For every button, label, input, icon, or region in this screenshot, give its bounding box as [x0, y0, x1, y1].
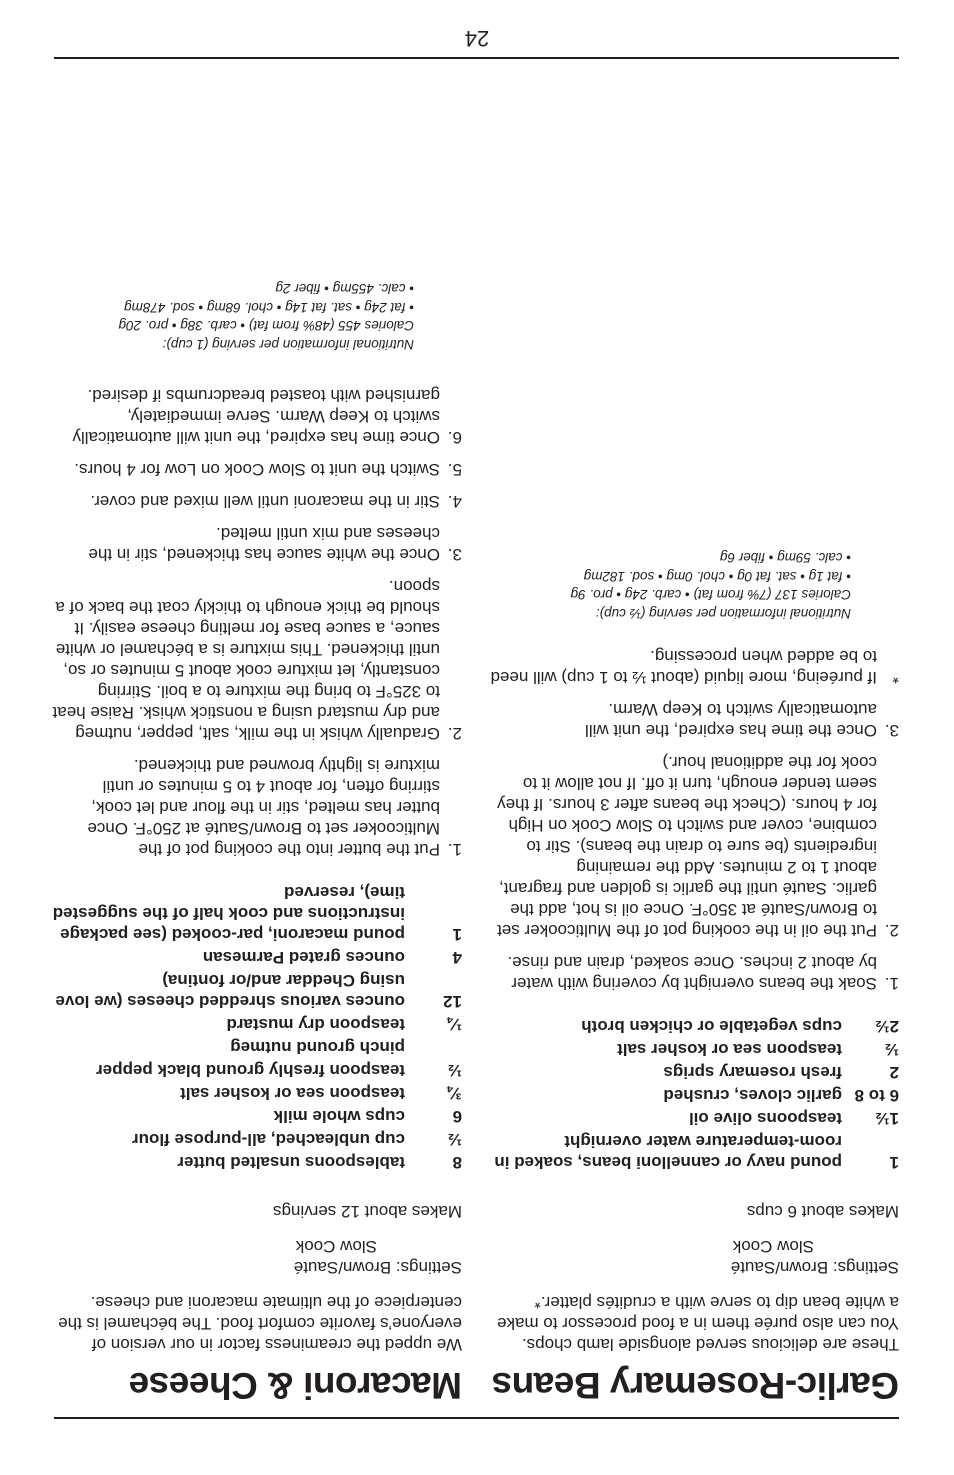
step-list	[489, 699, 899, 994]
recipe-settings	[52, 1236, 462, 1278]
ingredient-row	[52, 1014, 462, 1035]
ingredient-text: pound navy or cannelloni beans, soaked in room-temperature water overnight	[494, 1132, 842, 1172]
step-text: Once the time has expired, the unit will automatically switch to Keep Warm.	[585, 700, 877, 740]
step-item	[489, 952, 899, 994]
footnote-mark: *	[892, 668, 899, 687]
ingredient-text: tablespoons unsalted butter	[177, 1153, 405, 1172]
ingredient-row	[489, 1108, 899, 1129]
ingredient-qty: 2½	[875, 1017, 899, 1036]
ingredient-row	[52, 1060, 462, 1081]
page-number: 24	[464, 26, 490, 51]
step-text: Switch the unit to Slow Cook on Low for 4 hours.	[74, 460, 440, 479]
ingredient-list	[489, 1016, 899, 1173]
recipe-macaroni-and-cheese	[52, 279, 462, 1407]
ingredient-row	[52, 1037, 462, 1058]
ingredient-row	[52, 1129, 462, 1150]
ingredient-text: garlic cloves, crushed	[663, 1086, 842, 1105]
ingredient-text: pound macaroni, par-cooked (see package instructions and cook half of the suggested time), reserved	[52, 883, 405, 944]
step-text: Put the butter into the cooking pot of the Multicooker set to Brown/Sauté at 250°F. Once butter has melted, stir in the flour and let cook, stirring often, for about 4 to 5 minutes or until mixture is lightly browned and thickened.	[87, 756, 440, 859]
ingredient-qty: 1	[452, 925, 462, 944]
ingredient-row	[489, 1039, 899, 1060]
step-text: Soak the beans overnight by covering with water by about 2 inches. Once soaked, drain and rinse.	[507, 953, 877, 993]
ingredient-text: cup unbleached, all-purpose flour	[132, 1130, 405, 1149]
step-number: 1.	[884, 974, 899, 993]
ingredient-qty: ½	[447, 1061, 462, 1080]
ingredient-qty: 6	[452, 1107, 462, 1126]
bottom-rule	[54, 57, 899, 59]
ingredient-text: cups vegetable or chicken broth	[581, 1017, 842, 1036]
ingredient-qty: 1½	[875, 1109, 899, 1128]
step-number: 5.	[447, 460, 462, 479]
step-item	[52, 459, 462, 480]
ingredient-text: teaspoon sea or kosher salt	[180, 1084, 405, 1103]
recipe-settings	[489, 1236, 899, 1278]
nutrition-line: • calc. 59mg • fiber 6g	[719, 550, 851, 566]
ingredient-qty: 8	[452, 1153, 462, 1172]
ingredient-list	[52, 882, 462, 1173]
recipe-intro: These are delicious served alongside lamb chops. You can also purée them in a food processor to make a white bean dip to serve with a crudités platter.*	[497, 1293, 899, 1354]
ingredient-row	[489, 1062, 899, 1083]
settings-extra: Slow Cook	[295, 1237, 377, 1256]
recipe-title: Macaroni & Cheese	[129, 1365, 462, 1406]
ingredient-qty: 6 to 8	[854, 1086, 899, 1105]
step-text: Stir in the macaroni until well mixed and cover.	[90, 492, 440, 511]
step-number: 2.	[447, 724, 462, 743]
ingredient-qty: ½	[884, 1040, 899, 1059]
ingredient-row	[489, 1085, 899, 1106]
ingredient-row	[489, 1131, 899, 1173]
step-item	[52, 755, 462, 860]
ingredient-row	[52, 970, 462, 1012]
ingredient-text: ounces various shredded cheeses (we love using Cheddar and/or fontina)	[55, 971, 405, 1011]
nutrition-title: Nutritional information per serving (1 cup):	[162, 337, 414, 352]
ingredient-qty: ½	[447, 1130, 462, 1149]
ingredient-qty: ¾	[447, 1084, 462, 1103]
ingredient-qty: 12	[443, 992, 462, 1011]
step-item	[52, 576, 462, 744]
nutrition-line: Calories 137 (7% from fat) • carb. 24g • pro. 9g	[570, 587, 851, 603]
step-number: 6.	[447, 428, 462, 447]
ingredient-qty: ¼	[447, 1015, 462, 1034]
step-item	[489, 699, 899, 741]
settings-label: Settings: Brown/Sauté	[293, 1258, 462, 1277]
recipe-intro: We upped the creaminess factor in our version of everyone’s favorite comfort food. The béchamel is the centerpiece of the ultimate macaroni and cheese.	[58, 1293, 462, 1354]
nutrition-info	[489, 548, 899, 622]
ingredient-row	[52, 947, 462, 968]
step-item	[489, 752, 899, 941]
step-text: Once time has expired, the unit will automatically switch to Keep Warm. Serve immediately, garnished with toasted breadcrumbs if desired.	[72, 386, 440, 447]
ingredient-text: cups whole milk	[273, 1107, 405, 1126]
nutrition-line: • fat 1g • sat. fat 0g • chol. 0mg • sod. 182mg	[583, 569, 851, 584]
ingredient-text: pinch ground nutmeg	[230, 1038, 405, 1057]
step-item	[52, 491, 462, 512]
recipe-yield: Makes about 12 servings	[273, 1202, 462, 1221]
step-number: 2.	[884, 921, 899, 940]
recipe-yield: Makes about 6 cups	[746, 1202, 899, 1221]
step-text: Put the oil in the cooking pot of the Multicooker set to Brown/Sauté at 350°F. Once oil is hot, add the garlic. Sauté until the garlic is golden and fragrant, about 1 to 2 minutes. Add the remaining ingredients (be sure to drain the beans). Stir to combine, cover and switch to Slow Cook on High for 4 hours. (Check the beans after 3 hours. If they seem tender enough, turn it off. If not allow it to cook for the additional hour.)	[497, 753, 877, 940]
recipe-title: Garlic-Rosemary Beans	[492, 1365, 899, 1406]
ingredient-text: teaspoon dry mustard	[226, 1015, 405, 1034]
ingredient-text: teaspoon sea or kosher salt	[617, 1040, 842, 1059]
ingredient-text: fresh rosemary sprigs	[663, 1063, 842, 1082]
step-list	[52, 385, 462, 860]
settings-extra: Slow Cook	[732, 1237, 814, 1256]
step-item	[52, 523, 462, 565]
step-text: Once the white sauce has thickened, stir in the cheeses and mix until melted.	[88, 524, 440, 564]
nutrition-line: Calories 455 (48% from fat) • carb. 38g • pro. 20g	[118, 318, 414, 334]
ingredient-row	[489, 1016, 899, 1037]
ingredient-row	[52, 882, 462, 945]
step-number: 3.	[447, 545, 462, 564]
step-number: 3.	[884, 721, 899, 740]
ingredient-qty: 2	[889, 1063, 899, 1082]
step-number: 1.	[447, 840, 462, 859]
ingredient-qty: 1	[889, 1153, 899, 1172]
ingredient-qty	[405, 1037, 462, 1058]
nutrition-info	[52, 279, 462, 353]
ingredient-text: teaspoons olive oil	[688, 1109, 842, 1128]
ingredient-row	[52, 1106, 462, 1127]
settings-label: Settings: Brown/Sauté	[730, 1258, 899, 1277]
step-number: 4.	[447, 492, 462, 511]
recipe-garlic-rosemary-beans	[489, 548, 899, 1407]
ingredient-row	[52, 1083, 462, 1104]
ingredient-text: ounces grated Parmesan	[202, 948, 405, 967]
ingredient-qty: 4	[452, 948, 462, 967]
nutrition-line: • calc. 455mg • fiber 2g	[275, 281, 414, 297]
nutrition-line: • fat 24g • sat. fat 14g • chol. 68mg • sod. 478mg	[124, 300, 414, 315]
footnote-text: If puréeing, more liquid (about ½ to 1 cup) will need to be added when processing.	[490, 647, 877, 687]
footnote	[489, 646, 899, 688]
ingredient-row	[52, 1152, 462, 1173]
top-rule	[54, 1417, 899, 1419]
ingredient-text: teaspoon freshly ground black pepper	[96, 1061, 405, 1080]
step-text: Gradually whisk in the milk, salt, pepper, nutmeg and dry mustard using a nonstick whisk. Raise heat to 325°F to bring the mixture to a boil. Stirring constantly, let mixture cook about 5 minutes or so, until thickened. This mixture is a béchamel or white sauce, a sauce base for melting cheese easily. It should be thick enough to thickly coat the back of a spoon.	[52, 577, 440, 743]
step-item	[52, 385, 462, 448]
nutrition-title: Nutritional information per serving (½ cup):	[595, 606, 851, 621]
